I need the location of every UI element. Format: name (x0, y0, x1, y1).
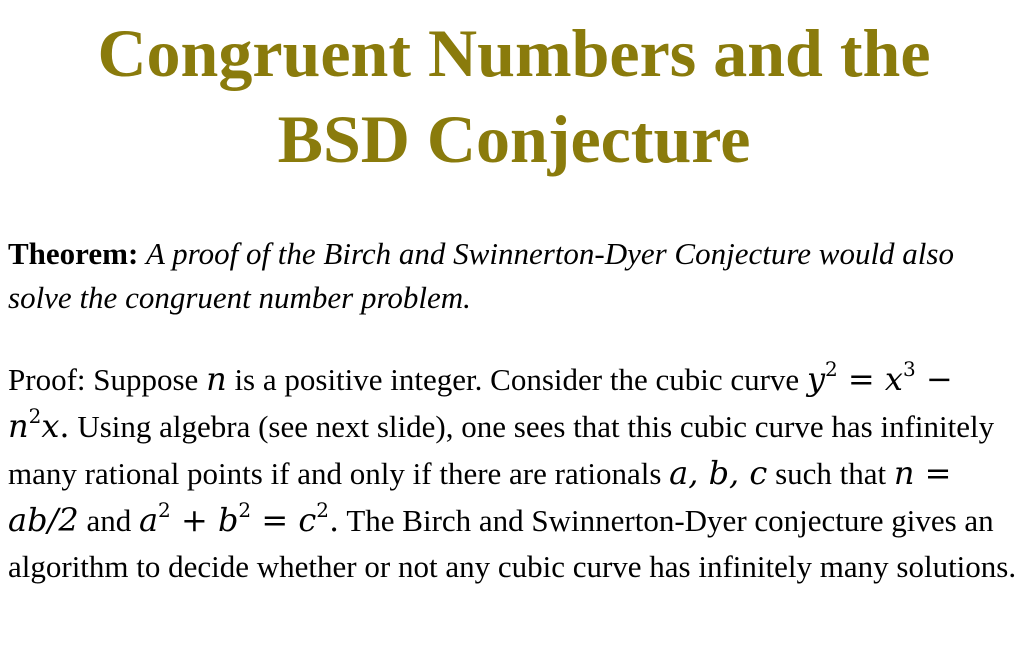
proof-text-4: such that (767, 456, 894, 491)
eq-exp: 2 (825, 357, 838, 382)
eq-b: b (217, 501, 239, 539)
math-abc: a, b, c (669, 454, 768, 492)
eq-end: . (328, 501, 340, 539)
eq-a: a (138, 501, 159, 539)
proof-text-5: and (78, 503, 139, 538)
eq-x: x (884, 360, 903, 398)
eq-n: n (8, 407, 29, 445)
theorem-label: Theorem: (8, 236, 139, 271)
theorem-statement: A proof of the Birch and Swinnerton-Dyer Conjecture would also solve the congruent number problem. (8, 236, 954, 315)
eq-c: c (298, 501, 317, 539)
eq-n: n (893, 454, 915, 492)
title-line-2: BSD Conjecture (277, 101, 751, 177)
eq-y: y (806, 360, 826, 398)
proof-block (8, 356, 1023, 590)
eq-exp: 2 (158, 498, 171, 523)
proof-text-2: is a positive integer. Consider the cubic curve (226, 362, 807, 397)
proof-text-6: The Birch and Swinnerton-Dyer conjecture gives an algorithm to decide whether or not any cubic curve has infinitely many solutions. (8, 503, 1017, 584)
eq-op: − (915, 360, 953, 398)
title-line-1: Congruent Numbers and the (97, 15, 931, 91)
eq-op: = (251, 501, 299, 539)
eq-op: + (170, 501, 218, 539)
eq-exp: 2 (238, 498, 252, 523)
eq-exp: 3 (902, 357, 916, 382)
proof-text-1: Proof: Suppose (8, 362, 207, 397)
eq-op: = (914, 454, 952, 492)
slide-title (0, 10, 1028, 182)
theorem-block (8, 232, 1018, 320)
pythagorean-equation (138, 498, 340, 539)
math-n: n (206, 360, 227, 398)
eq-rhs: ab/2 (8, 501, 79, 539)
eq-exp: 2 (316, 498, 329, 523)
eq-op: = (837, 360, 885, 398)
eq-end: . (59, 407, 70, 445)
eq-x: x (41, 407, 60, 445)
eq-exp: 2 (28, 404, 42, 429)
proof-text-3: Using algebra (see next slide), one sees that this cubic curve has infinitely many rational points if and only if there are rationals (8, 409, 995, 491)
